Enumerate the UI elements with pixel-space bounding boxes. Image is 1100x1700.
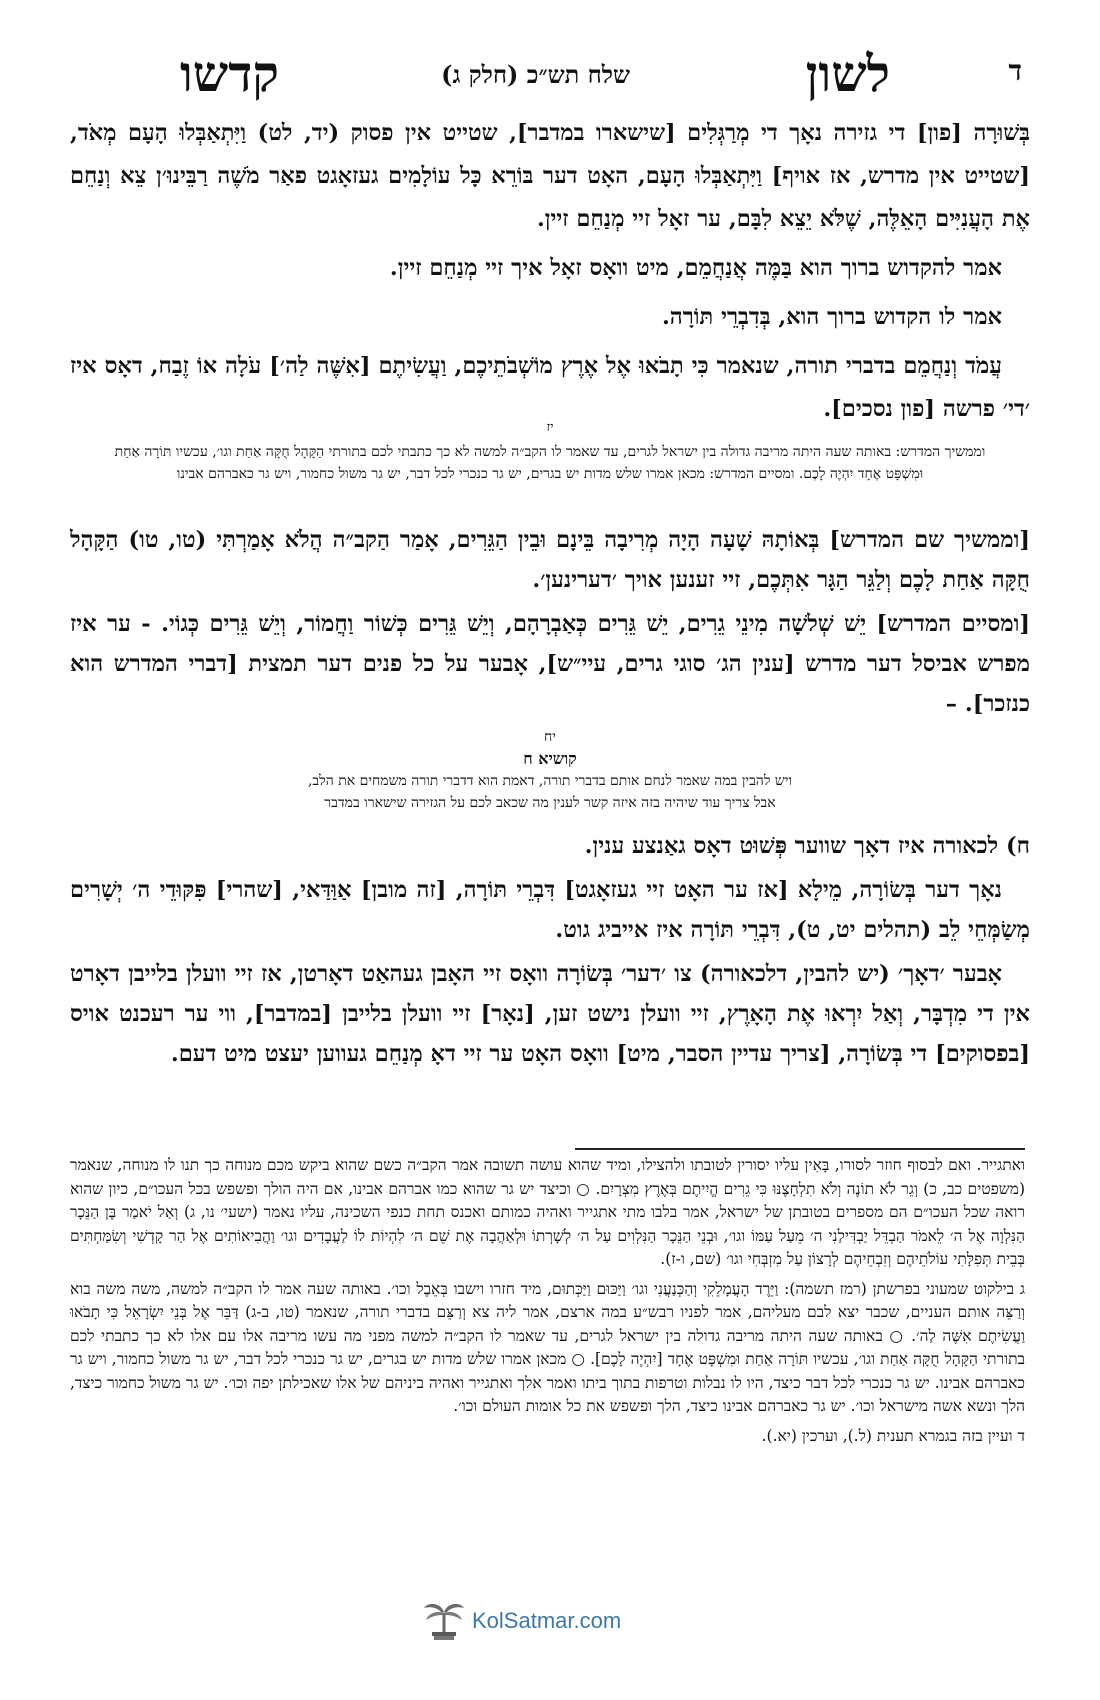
paragraph: בְּשׁוּרָה [פון] די גזירה נאָך די מְרַגְּלִים [שישארו במדבר], שטייט אין פסוק (יד, לט) וַיִּתְאַבְּלוּ הָעָם מְאֹד, [שטייט אין מדרש, אז אויף] וַיִּתְאַבְּלוּ הָעָם, האָט דער בּוֹרֵא כָּל עוֹלָמִים געזאָגט פאַר מֹשֶׁה רַבֵּינוּ׳ן צֵא וְנַחֵם אֶת הָעֲנִיִּים הָאֵלֶּה, שֶׁלֹּא יֵצֵא לִבָּם, ער זאָל זיי מְנַחֵם זיין. xyxy=(70,120,1030,232)
kolsatmar-logo xyxy=(420,1598,620,1644)
section-number: יז xyxy=(546,420,554,435)
palm-tree-icon xyxy=(420,1598,468,1644)
footnote-divider xyxy=(575,1148,1025,1150)
main-text-1 xyxy=(70,112,1030,437)
midrash-box xyxy=(95,417,1005,485)
paragraph: אָבער ׳דאָך׳ (יש להבין, דלכאורה) צו ׳דער׳ בְּשׂוֹרָה וואָס זיי האָבן געהאַט דאָרטן, אז זיי וועלן בלייבן דאָרט אין די מִדְבָּר, וְאַל יִרְאוּ אֶת הָאָרֶץ, זיי וועלן נישט זען, [נאָר] זיי וועלן בלייבן [במדבר], ווי ער רעכנט אויס [בפסוקים] די בְּשׂוֹרָה, [צריך עדיין הסבר, מיט] וואָס האָט ער זיי דאָ מְנַחֵם געווען יעצט מיט דעם. xyxy=(70,961,1030,1067)
header-title-left: קדשו xyxy=(180,44,279,103)
main-text-2 xyxy=(70,520,1030,728)
header-parsha: שלח תש״כ (חלק ג) xyxy=(441,60,630,89)
footnote: ד ועיין בזה בגמרא תענית (ל.), וערכין (יא.). xyxy=(761,1426,1025,1445)
paragraph: ח) לכאורה איז דאָך שווער פְּשׁוּט דאָס גאַנצע ענין. xyxy=(584,833,1030,859)
paragraph: [וממשיך שם המדרש] בְּאוֹתָהּ שָׁעָה הָיָה מְרִיבָה בֵּינָם וּבֵין הַגֵּרִים, אָמַר הַקב״ה הֲלֹא אָמַרְתִּי (טו, טו) הַקָּהָל חֻקָּה אַחַת לָכֶם וְלַגֵּר הַגָּר אִתְּכֶם, זיי זענען אויך ׳דערינען׳. xyxy=(70,527,1030,593)
footnotes xyxy=(70,1154,1025,1454)
paragraph: [ומסיים המדרש] יֵשׁ שְׁלשָׁה מִינֵי גֵרִים, יֵשׁ גֵּרִים כְּאַבְרָהָם, וְיֵשׁ גֵּרִים כְּשׁוֹר וַחֲמוֹר, וְיֵשׁ גֵּרִים כְּגוֹי. - ער איז מפרש אביסל דער מדרש [ענין הג׳ סוגי גרים, עיי״ש], אָבער על כל פנים דער תמצית [דברי המדרש הוא כנזכר]. – xyxy=(70,611,1030,717)
paragraph: אמר להקדוש ברוך הוא בַּמֶּה אֲנַחֲמֵם, מיט וואָס זאָל איך זיי מְנַחֵם זיין. xyxy=(389,255,1002,281)
footnote: ואתגייר. ואם לבסוף חוזר לסורו, בָּאִין עליו יסורין לטובתו ולהצילו, ומיד שהוא עושה תשובה אמר הקב״ה כשם שהוא ביקש מכם מנוחה כך תנו לו מנוחה, שנאמר (משפטים כב, כ) וְגֵר לֹא תוֹנֶה וְלֹא תִלְחָצֶנּוּ כִּי גֵרִים הֱיִיתֶם בְּאֶרֶץ מִצְרָיִם. ○ וכיצד יש גר שהוא כמו אברהם אבינו, אם היה הולך ופשפש בכל העכו״ם, כיון שהוא רואה שכל העכו״ם הם מספרים בטובתן של ישראל, אמר בלבו מתי אתגייר ואהיה כמותם ואכנס תחת כנפי השכינה, עליו נאמר (ישעי׳ נו, ג) וְאַל יֹאמַר בֶּן הַנֵּכָר הַנִּלְוָה אֶל ה׳ לֵאמֹר הַבְדֵּל יַבְדִּילַנִי ה׳ מֵעַל עַמּוֹ וגו׳, וּבְנֵי הַנֵּכָר הַנִּלְוִים עַל ה׳ לְשָׁרְתוֹ וּלְאַהֲבָה אֶת שֵׁם ה׳ לִהְיוֹת לוֹ לַעֲבָדִים וגו׳ וַהֲבִיאוֹתִים אֶל הַר קָדְשִׁי וְשִׂמַּחְתִּים בְּבֵית תְּפִלָּתִי עוֹלֹתֵיהֶם וְזִבְחֵיהֶם לְרָצוֹן עַל מִזְבְּחִי וגו׳ (שם, ו-ז). xyxy=(70,1156,1025,1268)
main-text-3 xyxy=(70,826,1030,1078)
paragraph: עֲמֹד וְנַחֲמֵם בדברי תורה, שנאמר כִּי תָבֹאוּ אֶל אֶרֶץ מוֹשְׁבֹתֵיכֶם, וַעֲשִׂיתֶם [אִשֶּׁה לַה׳] עֹלָה אוֹ זֶבַח, דאָס איז ׳די׳ פרשה [פון נסכים]. xyxy=(70,353,1030,422)
section-number: יח xyxy=(544,729,556,745)
kushya-line: אבל צריך עוד שיהיה בזה איזה קשר לענין מה שכאב לכם על הגזירה שישארו במדבר xyxy=(324,795,776,811)
paragraph: נאָך דער בְּשׂוֹרָה, מֵילָא [אז ער האָט זיי געזאָגט] דִּבְרֵי תּוֹרָה, [זה מובן] אַוַּדַּאי, [שהרי] פִּקּוּדֵי ה׳ יְשָׁרִים מְשַׂמְּחֵי לֵב (תהלים יט, ט), דִּבְרֵי תּוֹרָה איז אייביג גוט. xyxy=(70,877,1030,943)
logo-text: KolSatmar.com xyxy=(472,1608,622,1633)
kushya-line: ויש להבין במה שאמר לנחם אותם בדברי תורה, דאמת הוא דדברי תורה משמחים את הלב, xyxy=(307,773,793,789)
page-header xyxy=(70,44,1030,110)
midrash-text: וממשיך המדרש: באותה שעה היתה מריבה גדולה בין ישראל לגרים, עד שאמר לו הקב״ה למשה לא כך כתבתי לכם בתורתי הַקָּהָל חֻקָּה אַחַת וגו׳, עכשיו תּוֹרָה אַחַת וּמִשְׁפָּט אֶחָד יִהְיֶה לָכֶם. ומסיים המדרש: מכאן אמרו שלש מדות יש בגרים, יש גר כנכרי לכל דבר, יש גר משול כחמור, ויש גר כאברהם אבינו xyxy=(114,444,986,482)
kushya-title: קושיא ח xyxy=(523,749,577,768)
kushya-box xyxy=(95,726,1005,814)
paragraph: אמר לו הקדוש ברוך הוא, בְּדִבְרֵי תּוֹרָה. xyxy=(661,304,1002,330)
header-title-right: לשון xyxy=(805,44,890,103)
page-letter: ד xyxy=(1008,54,1022,87)
footnote: ג בילקוט שמעוני בפרשתן (רמז תשמה): וַיֵּרֶד הָעֲמָלֵקִי וְהַכְּנַעֲנִי וגו׳ וַיַּכּוּם וַיַּכְּתוּם, מיד חזרו וישבו בְּאֵבֶל וכו׳. באותה שעה אמר לו הקב״ה למשה, משה משה בוא וְרַצֵּה אותם העניים, שכבר יצא לבם מעליהם, אמר לפניו רבש״ע במה ארצם, אמר ליה צא וְרַצֵּם בדברי תורה, שנאמר (טו, ב-ג) דַּבֵּר אֶל בְּנֵי יִשְׂרָאֵל כִּי תָבֹאוּ וַעֲשִׂיתֶם אִשֶּׁה לַה׳. ○ באותה שעה היתה מריבה גדולה בין ישראל לגרים, עד שאמר לו הקב״ה למשה מפני מה עשו מריבה אלו עם אלו לא כך כתבתי לכם בתורתי הַקָּהָל חֻקָּה אַחַת וגו׳, עכשיו תּוֹרָה אַחַת וּמִשְׁפָּט אֶחָד [יִהְיֶה לָכֶם]. ○ מכאן אמרו שלש מדות יש בגרים, יש גר כנכרי לכל דבר, יש גר משול כחמור, ויש גר כאברהם אבינו. יש גר כנכרי לכל דבר כיצד, היו לו נבלות וטרפות בתוך ביתו ואמר אלך ואתגייר ואהיה ביניהם של אלו שאכילתן יפה וכו׳. יש גר משול כחמור כיצד, הלך ונשא אשה מישראל וכו׳. יש גר כאברהם אבינו כיצד, הלך ופשפש את כל אומות העולם וכו׳. xyxy=(70,1279,1025,1415)
